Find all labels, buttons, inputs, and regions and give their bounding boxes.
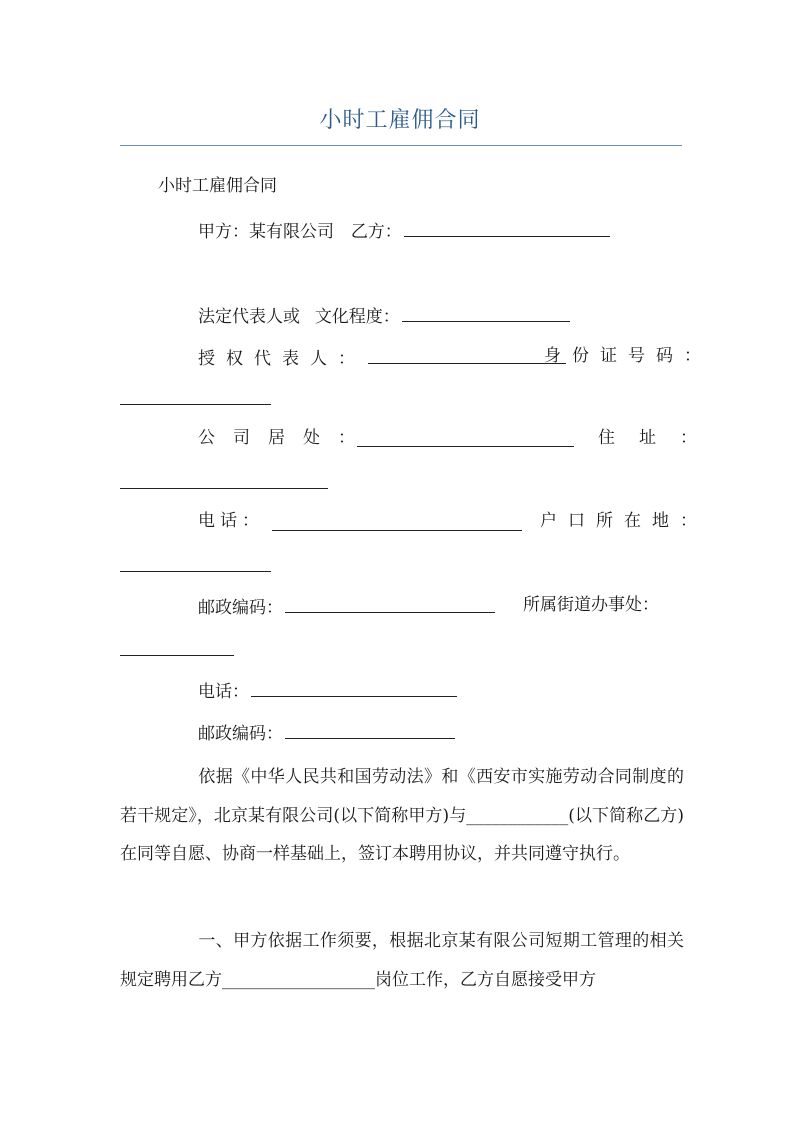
phone-blank-2 — [251, 681, 457, 697]
postal-code-blank-2 — [285, 723, 455, 739]
address-label: 住址： — [598, 428, 721, 448]
postal-code-line — [198, 597, 495, 617]
education-blank — [402, 306, 570, 322]
authorized-rep-line — [198, 348, 566, 368]
authorized-rep-blank — [368, 348, 566, 364]
street-office-blank — [120, 655, 234, 656]
phone-line-2 — [198, 681, 457, 701]
id-number-blank — [120, 404, 271, 405]
household-reg-blank — [120, 571, 271, 572]
party-a-label: 甲方： — [198, 222, 249, 242]
household-reg-label: 户口所在地： — [540, 511, 708, 531]
company-address-label: 公司居处： — [198, 428, 373, 448]
postal-code-label: 邮政编码： — [198, 598, 283, 618]
id-number-label: 身份证号码： — [544, 346, 712, 366]
paragraph-2-text: 一、甲方依据工作须要，根据北京某有限公司短期工管理的相关规定聘用乙方__________________岗位工作，乙方自愿接受甲方 — [120, 931, 684, 990]
document-subtitle: 小时工雇佣合同 — [158, 176, 277, 196]
postal-code-label-2: 邮政编码： — [198, 724, 283, 744]
postal-code-blank — [285, 597, 495, 613]
address-blank — [120, 488, 328, 489]
document-title: 小时工雇佣合同 — [319, 108, 481, 133]
company-address-blank — [357, 446, 574, 447]
postal-code-line-2 — [198, 723, 455, 743]
legal-rep-label: 法定代表人或 — [198, 307, 300, 327]
phone-label: 电话： — [198, 511, 264, 531]
party-line — [198, 221, 610, 241]
paragraph-1 — [120, 758, 684, 874]
street-office-label: 所属街道办事处： — [523, 595, 659, 615]
education-label: 文化程度： — [314, 307, 400, 327]
party-a-value: 某有限公司 — [249, 222, 334, 242]
legal-rep-line — [198, 306, 570, 326]
title-divider — [120, 145, 682, 146]
paragraph-2 — [120, 922, 684, 999]
authorized-rep-label: 授权代表人： — [198, 349, 366, 369]
party-b-blank — [404, 221, 610, 237]
party-b-label: 乙方： — [350, 222, 402, 242]
phone-blank — [272, 530, 522, 531]
phone-label-2: 电话： — [198, 682, 249, 702]
paragraph-1-text: 依据《中华人民共和国劳动法》和《西安市实施劳动合同制度的若干规定》，北京某有限公司(以下简称甲方)与____________(以下简称乙方)在同等自愿、协商一样基础上，签订本聘用协议，并共同遵守执行。 — [120, 767, 684, 865]
